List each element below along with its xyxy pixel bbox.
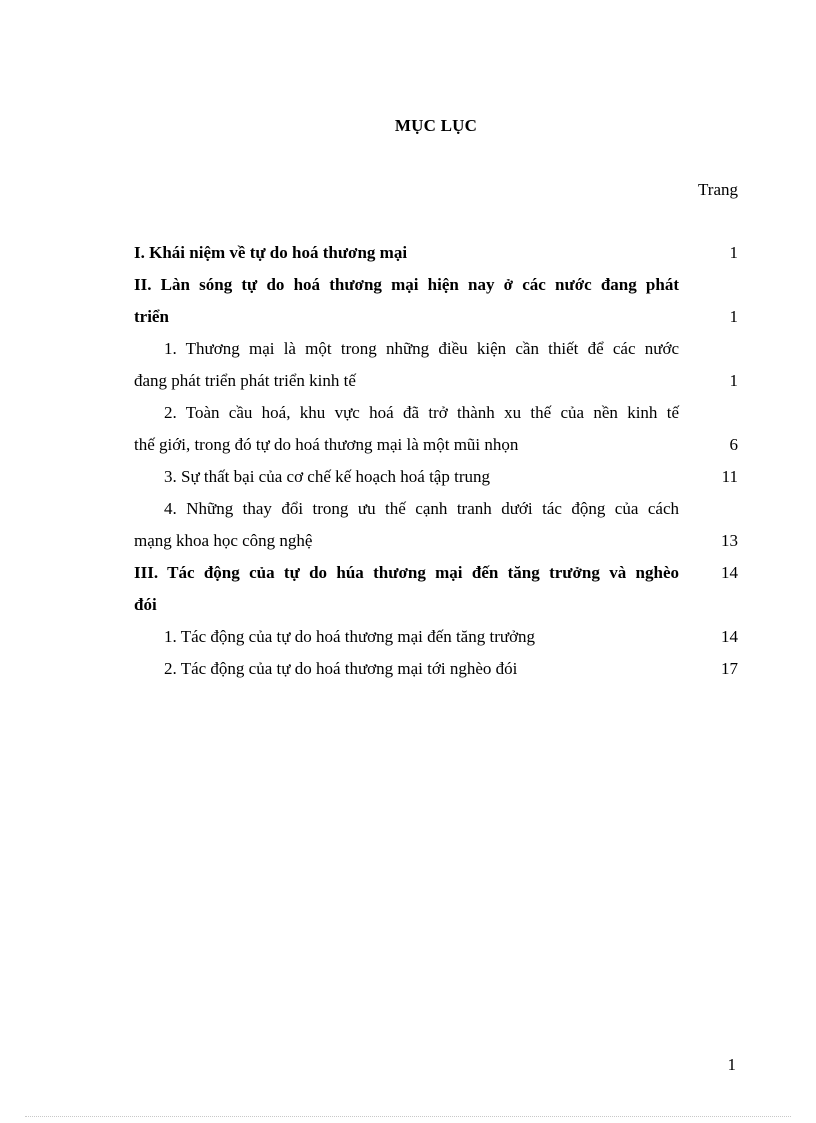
toc-entry-page: 1 <box>729 243 738 262</box>
toc-entry-text: 2. Tác động của tự do hoá thương mại tới nghèo đói <box>164 659 518 678</box>
table-of-contents <box>134 237 738 685</box>
toc-entry-page: 13 <box>721 531 738 550</box>
toc-entry-text: 1. Tác động của tự do hoá thương mại đến tăng trưởng <box>164 627 536 646</box>
toc-entry-text-continued: thế giới, trong đó tự do hoá thương mại là một mũi nhọn <box>134 435 519 454</box>
toc-entry <box>134 269 738 333</box>
toc-entry-page: 1 <box>729 307 738 326</box>
toc-entry-text-continued: đang phát triển phát triển kinh tế <box>134 371 356 390</box>
toc-entry-text: II. Làn sóng tự do hoá thương mại hiện nay ở các nước đang phát <box>134 275 679 294</box>
toc-entry-text-continued: đói <box>134 595 157 614</box>
page-bottom-divider <box>25 1116 791 1117</box>
toc-entry <box>134 493 738 557</box>
toc-entry-text-continued: mạng khoa học công nghệ <box>134 531 313 550</box>
toc-entry-page: 6 <box>729 435 738 454</box>
toc-entry-text-continued: triển <box>134 307 169 326</box>
toc-entry-text: I. Khái niệm về tự do hoá thương mại <box>134 243 408 262</box>
toc-entry <box>134 461 738 493</box>
toc-entry-page: 1 <box>729 371 738 390</box>
toc-entry <box>134 653 738 685</box>
toc-entry-text: 3. Sự thất bại của cơ chế kế hoạch hoá tập trung <box>164 467 490 486</box>
toc-entry-page: 11 <box>721 467 738 486</box>
toc-entry-text: 1. Thương mại là một trong những điều kiện cần thiết để các nước <box>164 339 679 358</box>
toc-entry-page: 14 <box>721 627 738 646</box>
toc-entry <box>134 333 738 397</box>
toc-title: MỤC LỤC <box>394 116 478 135</box>
page-number: 1 <box>727 1055 736 1074</box>
toc-entry <box>134 557 738 621</box>
page-column-header: Trang <box>698 180 738 199</box>
toc-entry <box>134 397 738 461</box>
toc-entry-text: 4. Những thay đổi trong ưu thế cạnh tranh dưới tác động của cách <box>164 499 679 518</box>
toc-entry-text: 2. Toàn cầu hoá, khu vực hoá đã trở thành xu thế của nền kinh tế <box>164 403 679 422</box>
toc-entry <box>134 621 738 653</box>
toc-entry-page: 17 <box>721 659 738 678</box>
toc-entry-text: III. Tác động của tự do húa thương mại đến tăng trưởng và nghèo <box>134 563 679 582</box>
toc-entry <box>134 237 738 269</box>
toc-entry-page: 14 <box>721 563 738 582</box>
